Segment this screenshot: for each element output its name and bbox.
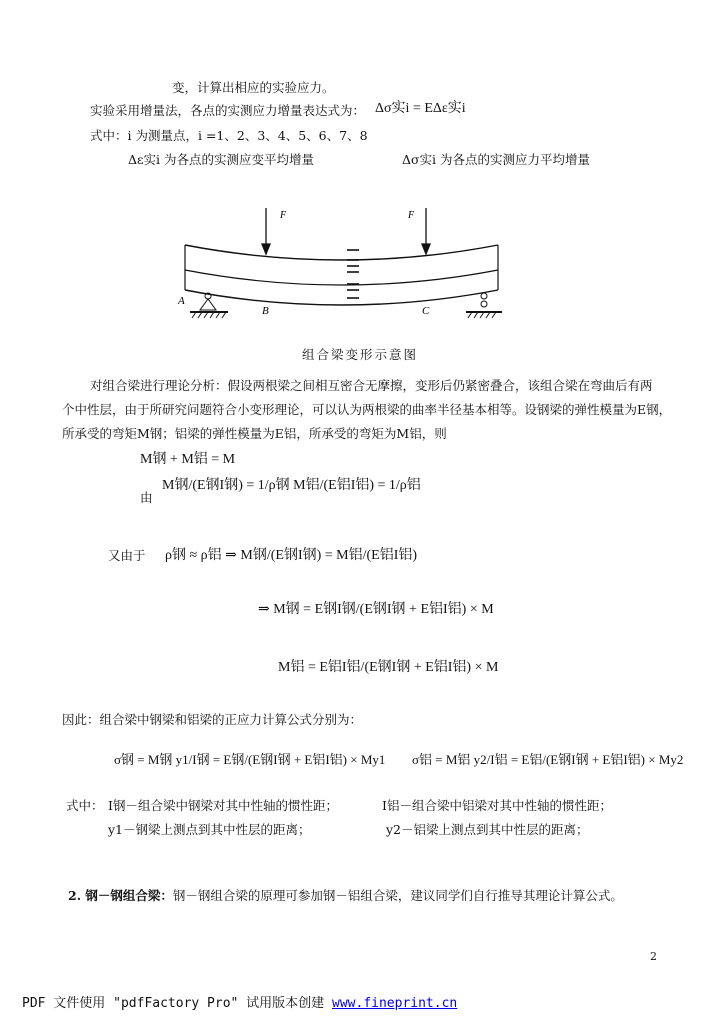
- strain-gauges: [347, 250, 359, 298]
- footer-text: PDF 文件使用 "pdfFactory Pro" 试用版本创建: [22, 996, 325, 1011]
- def-stress: Δσ实i 为各点的实测应力平均增量: [402, 152, 591, 167]
- footer: [22, 996, 457, 1012]
- force-arrow-left: [262, 208, 270, 254]
- analysis-line-1: 对组合梁进行理论分析：假设两根梁之间相互密合无摩擦，变形后仍紧密叠合，该组合梁在弯曲后有两: [90, 378, 653, 393]
- label-F-right: F: [408, 210, 415, 221]
- equation-2: M钢/(E钢I钢) = 1/ρ钢 M铝/(E铝I铝) = 1/ρ铝: [162, 478, 421, 493]
- intro-line-3: 式中：i 为测量点，i =1、2、3、4、5、6、7、8: [90, 128, 368, 143]
- where-i-al: I铝－组合梁中铝梁对其中性轴的惯性距；: [382, 798, 612, 813]
- intro-formula-text: Δσ实i = EΔε实i: [375, 101, 466, 116]
- intro-line-1: 变，计算出相应的实验应力。: [172, 80, 335, 95]
- def-strain: Δε实i 为各点的实测应变平均增量: [128, 152, 314, 167]
- beam-bottom-edge: [185, 290, 498, 305]
- analysis-line-2: 个中性层，由于所研究问题符合小变形理论，可以认为两根梁的曲率半径基本相等。设钢梁的弹性模量为E钢，: [62, 402, 672, 417]
- where-i-steel: I钢－组合梁中钢梁对其中性轴的惯性距；: [108, 798, 338, 813]
- figure-caption: 组合梁变形示意图: [302, 347, 419, 362]
- force-arrow-right: [422, 208, 430, 254]
- beam-top-edge: [185, 245, 498, 260]
- where-y2: y2－铝梁上测点到其中性层的距离；: [386, 822, 589, 837]
- label-A: A: [178, 295, 185, 307]
- equation-5: M铝 = E铝I铝/(E钢I钢 + E铝I铝) × M: [278, 660, 499, 675]
- page-number: 2: [650, 950, 657, 963]
- equation-4: ⇒ M钢 = E钢I钢/(E钢I钢 + E铝I铝) × M: [258, 602, 494, 617]
- section-2: [68, 888, 623, 903]
- intro-line-2: 实验采用增量法，各点的实测应力增量表达式为：: [90, 103, 366, 118]
- section-2-heading: 2. 钢－钢组合梁：: [68, 888, 173, 903]
- footer-link[interactable]: www.fineprint.cn: [332, 996, 458, 1011]
- label-C: C: [422, 305, 430, 317]
- sigma-al-formula: σ铝 = M铝 y2/I铝 = E铝/(E钢I钢 + E铝I铝) × My2: [412, 752, 684, 767]
- section-2-text: 钢－钢组合梁的原理可参加钢－铝组合梁，建议同学们自行推导其理论计算公式。: [172, 888, 623, 903]
- stress-intro: 因此：组合梁中钢梁和铝梁的正应力计算公式分别为：: [62, 712, 363, 727]
- equation-1: M钢 + M铝 = M: [140, 452, 236, 467]
- equation-3: ρ钢 ≈ ρ铝 ⇒ M钢/(E钢I钢) = M铝/(E铝I铝): [165, 548, 418, 563]
- where-prefix: 式中：: [66, 798, 104, 813]
- eq3-prefix: 又由于: [108, 548, 146, 563]
- where-y1: y1－钢梁上测点到其中性层的距离；: [108, 822, 311, 837]
- beam-diagram: [180, 200, 505, 325]
- label-B: B: [262, 305, 269, 317]
- analysis-line-3: 所承受的弯矩M钢；铝梁的弹性模量为E铝，所承受的弯矩为M铝，则: [62, 426, 447, 441]
- sigma-steel-formula: σ钢 = M钢 y1/I钢 = E钢/(E钢I钢 + E铝I铝) × My1: [114, 752, 386, 767]
- label-F-left: F: [280, 210, 287, 221]
- intro-formula: [375, 101, 466, 118]
- support-right: [466, 293, 502, 318]
- beam-middle-edge: [185, 270, 498, 285]
- eq2-prefix: 由: [140, 490, 153, 505]
